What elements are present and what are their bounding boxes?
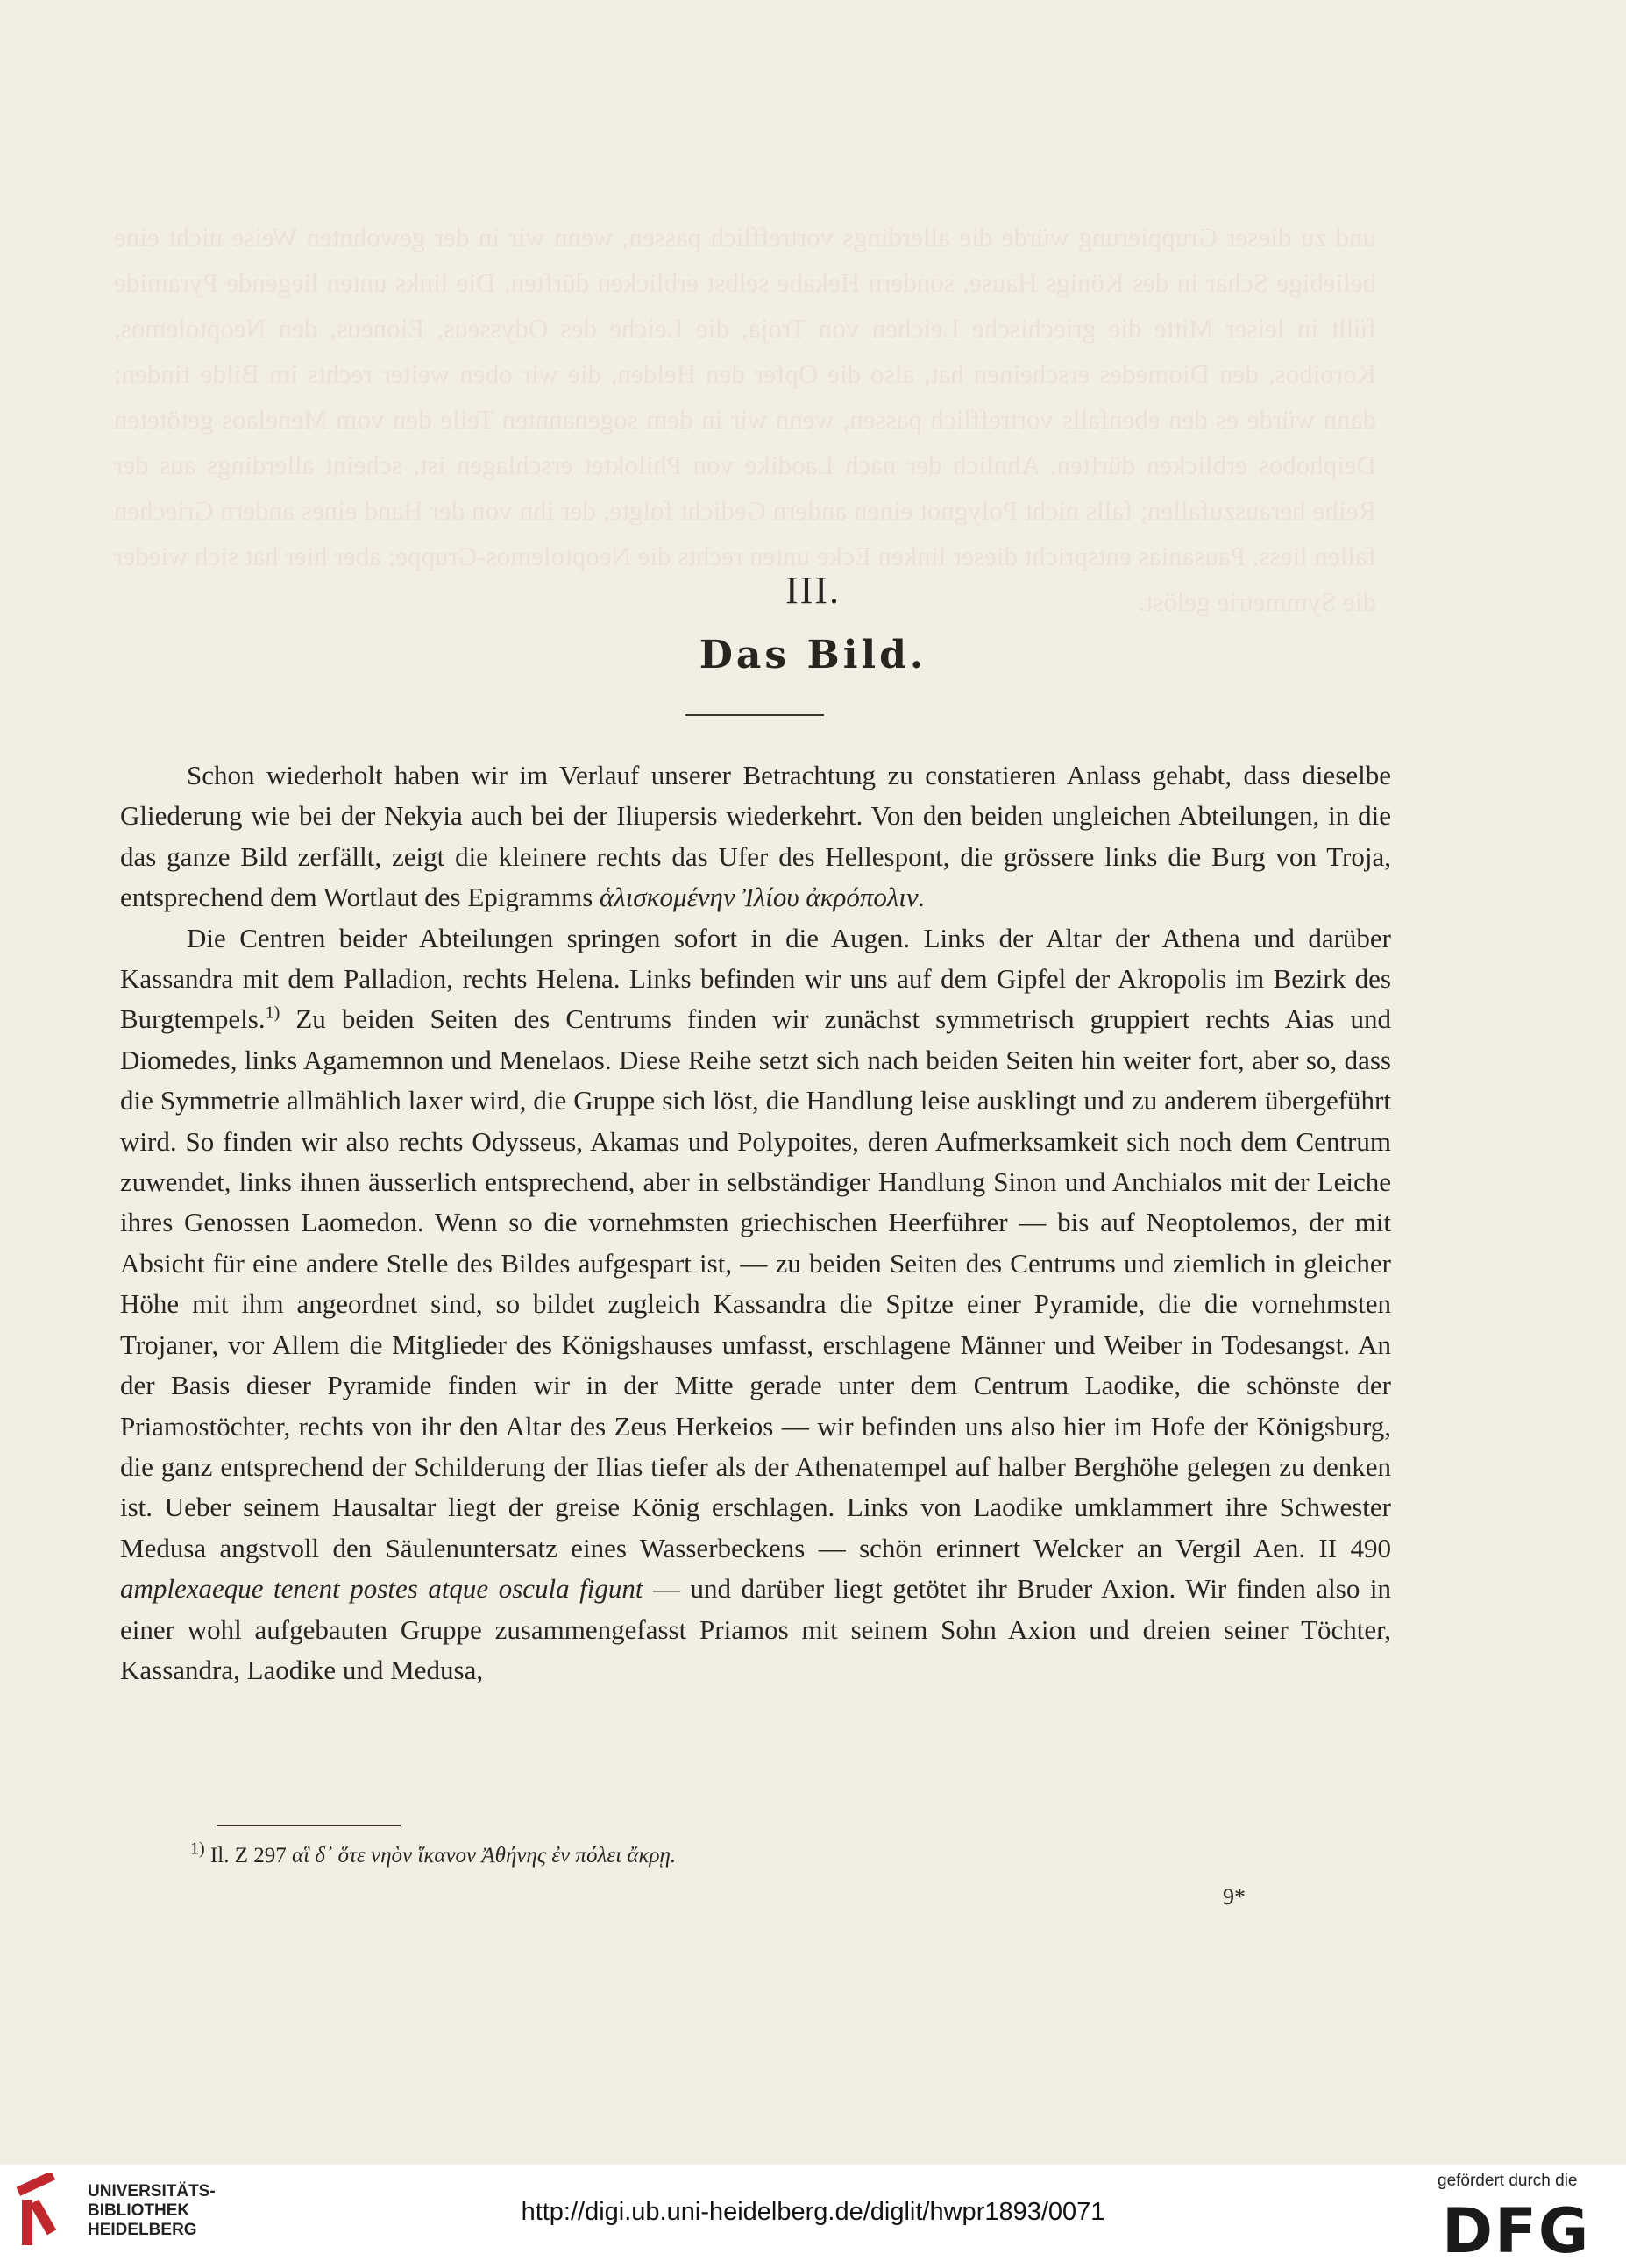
paragraph-1-text: Schon wiederholt haben wir im Verlauf unserer Betrachtung zu constatieren Anlass gehabt, dass dieselbe Gliederung wie bei der Nekyia auch bei der Iliupersis wiederkehrt. Von den beiden ungleichen Abteilungen, in die das ganze Bild zerfällt, zeigt die kleinere rechts das Ufer des Hellespont, die grössere links die Burg von Troja, entsprechend dem Wortlaut des Epigramms — [120, 760, 1391, 913]
signature-mark: 9* — [1223, 1884, 1246, 1910]
greek-epigram: ἁλισκομένην Ἰλίου ἀκρόπολιν. — [600, 882, 926, 913]
footnote-reference: 1) — [265, 1003, 280, 1024]
paragraph-2-text-c: — und darüber liegt getötet ihr Bruder Axion. Wir finden also in einer wohl aufgebauten Gruppe zusammengefasst Priamos mit seinem Sohn Axion und dreien seiner Töchter, Kassandra, Laodike und Medusa, — [120, 1573, 1391, 1685]
paragraph-1 — [120, 755, 1391, 918]
section-number: III. — [785, 569, 841, 612]
library-name-line-2: BIBLIOTHEK — [88, 2201, 190, 2220]
footnote — [190, 1839, 677, 1868]
section-title: Das Bild. — [699, 633, 927, 677]
paragraph-2 — [120, 918, 1391, 1691]
heading-rule — [685, 714, 824, 716]
latin-quote: amplexaeque tenent postes atque oscula figunt — [120, 1573, 643, 1605]
library-name-line-3: HEIDELBERG — [88, 2221, 197, 2239]
body-text — [120, 755, 1391, 1690]
show-through-text: und zu dieser Gruppierung würde die allerdings vortrefflich passen, wenn wir in der gewohnten Weise nicht eine beliebige Schar in des Königs Hause, sondern Hekabe selbst erblicken dürften. Die links unten liegende Pyramide füllt in leiser Mitte die griechische Leichen von Troja, die Leiche des Odysseus, Eioneus, den Neoptolemos, Koroibos, den Diomedes erscheinen hat, also die Opfer den Helden, die wir oben weiter rechts im Bilde finden; dann würde es den ebenfalls vortrefflich passen, wenn wir in dem sogenannten Teile den vom Menelaos getöteten Deiphobos erblicken dürften. Ahnlich der nach Laodike von Philoktet erschlagen ist, scheint allerdings aus der Reihe herauszufallen; falls nicht Polygnot einen andern Gedicht folgte, der ihn von der Hand eines andern Griechen fallen liess. Pausanias entspricht dieser linken Ecke unten rechts die Neoptolemos-Gruppe; aber hier hat sich wieder die Symmetrie gelöst. — [114, 222, 1376, 617]
permalink-url[interactable]: http://digi.ub.uni-heidelberg.de/diglit/hwpr1893/0071 — [521, 2198, 1105, 2226]
footnote-marker: 1) — [190, 1839, 205, 1859]
footnote-ref: Il. Z 297 — [209, 1844, 287, 1868]
funded-by-label: gefördert durch die — [1438, 2172, 1578, 2190]
dfg-logo: DFG — [1442, 2195, 1591, 2267]
footnote-quote: αἳ δ᾽ ὅτε νηὸν ἵκανον Ἀθήνης ἐν πόλει ἄκρῃ. — [291, 1844, 677, 1868]
paragraph-2-text-b: Zu beiden Seiten des Centrums finden wir zunächst symmetrisch gruppiert rechts Aias und Diomedes, links Agamemnon und Menelaos. Diese Reihe setzt sich nach beiden Seiten hin weiter fort, aber so, dass die Symmetrie allmählich laxer wird, die Gruppe sich löst, die Handlung leise ausklingt und zu anderem übergeführt wird. So finden wir also rechts Odysseus, Akamas und Polypoites, deren Aufmerksamkeit sich noch dem Centrum zuwendet, links ihnen äusserlich entsprechend, aber in selbständiger Handlung Sinon und Anchialos mit der Leiche ihres Genossen Laomedon. Wenn so die vornehmsten griechischen Heerführer — bis auf Neoptolemos, der mit Absicht für eine andere Stelle des Bildes aufgespart ist, — zu beiden Seiten des Centrums und ziemlich in gleicher Höhe mit ihm angeordnet sind, so bildet zugleich Kassandra die Spitze einer Pyramide, die die vornehmsten Trojaner, vor Allem die Mitglieder des Königshauses umfasst, erschlagene Männer und Weiber in Todesangst. An der Basis dieser Pyramide finden wir in der Mitte gerade unter dem Centrum Laodike, die schönste der Priamostöchter, rechts von ihr den Altar des Zeus Herkeios — wir befinden uns also hier im Hofe der Königsburg, die ganz entsprechend der Schilderung der Ilias tiefer als der Athenatempel auf halber Berghöhe gelegen zu denken ist. Ueber seinem Hausaltar liegt der greise König erschlagen. Links von Laodike umklammert ihre Schwester Medusa angstvoll den Säulenuntersatz eines Wasserbeckens — schön erinnert Welcker an Vergil Aen. II 490 — [120, 1003, 1391, 1563]
paragraph-2-text-a: Die Centren beider Abteilungen springen sofort in die Augen. Links der Altar der Athena und darüber Kassandra mit dem Palladion, rechts Helena. Links befinden wir uns auf dem Gipfel der Akropolis im Bezirk des Burgtempels. — [120, 922, 1391, 1035]
footnote-rule — [217, 1825, 401, 1826]
library-name-line-1: UNIVERSITÄTS- — [88, 2182, 216, 2201]
